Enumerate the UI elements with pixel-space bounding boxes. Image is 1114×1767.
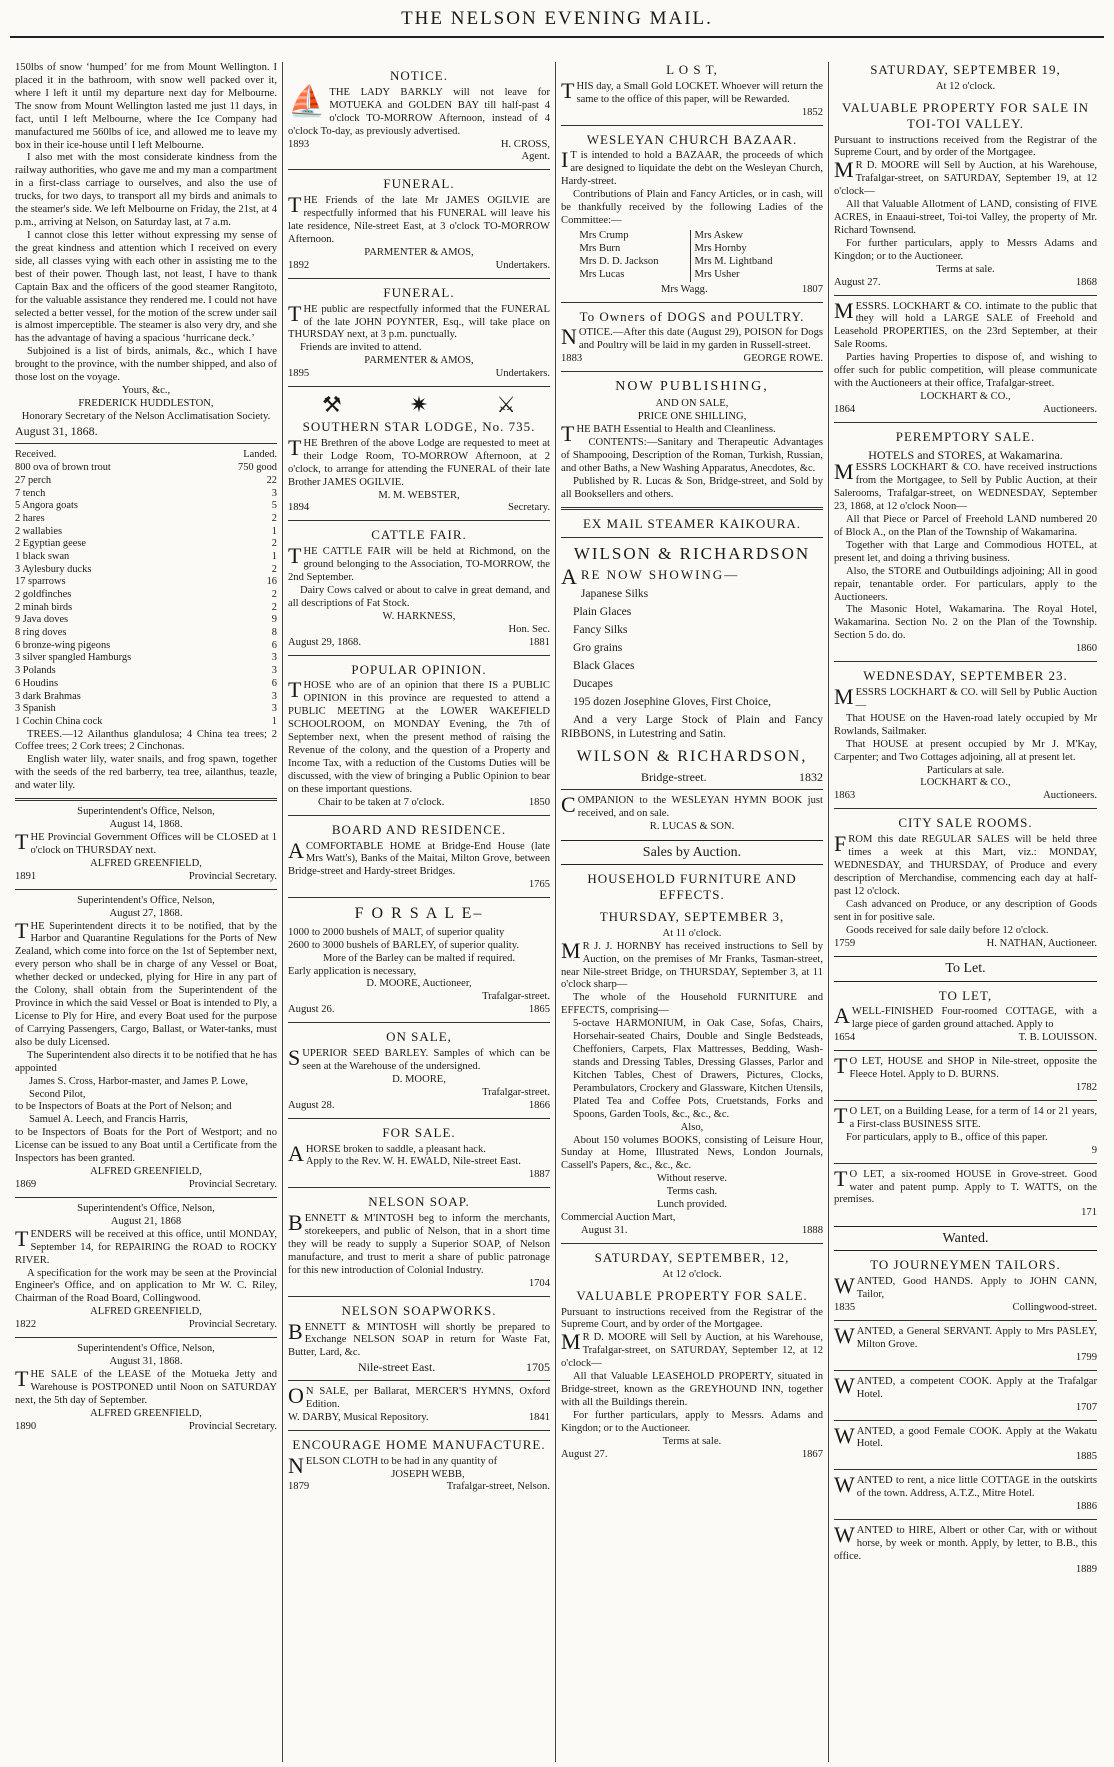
- ad-encourage-home-manufacture: ENCOURAGE HOME MANUFACTURE. NELSON CLOTH to be had in any quantity of JOSEPH WEBB, 1879 Trafalgar-street, Nelson.: [288, 1436, 550, 1493]
- list-item: Black Glaces: [573, 659, 635, 673]
- ad-toi-toi-valley-sale: SATURDAY, SEPTEMBER 19, At 12 o'clock. VALUABLE PROPERTY FOR SALE IN TOI-TOI VALLEY. Pursuant to instructions received from the Registrar of the Supreme Court, and by order of the Mortgagee. MR D. MOORE will Sell by Auction, at his Warehouse, Trafalgar-street, on SATURDAY, September 19, at 12 o'clock— All that Valuable Allotment of LAND, consisting of FIVE ACRES, in Enaaui-street, Toi-toi Valley, the property of Mr. Richard Townsend. For further particulars, apply to Messrs Adams and Kingdon; or to the Auctioneer. Terms at sale. August 27. 1868: [834, 62, 1097, 288]
- ad-journeymen-tailors: TO JOURNEYMEN TAILORS. WANTED, Good HANDS. Apply to JOHN CANN, Tailor, 1835 Collingwood-street.: [834, 1257, 1097, 1314]
- ad-popular-opinion: POPULAR OPINION. THOSE who are of an opinion that there IS a PUBLIC OPINION in this province are requested to attend a PUBLIC MEETING at the LOWER WAKEFIELD SCHOOLROOM, on MONDAY Evening, the 7th of September next, when the present method of raising the Revenue of the colony, and the question of a Property and Income Tax, with a reduction of the Customs Duties will be discussed, with the view of bringing a Public Opinion to bear on these important questions. Chair to be taken at 7 o'clock. 1850: [288, 661, 550, 808]
- letter-paragraph: I cannot close this letter without expressing my sense of the great kindness and attention which I received on every side, all classes vying with each other in assisting me to the best of their power. Though last, not least, I have to thank Captain Bax and the officers of the good steamer Rangitoto, for the valuable assistance they rendered me. I could not have selected a better vessel, for the motion of the screw under sail is almost imperceptible. The steamer is also very dry, and she has the advantage of having a spacious ‘hurricane deck.’: [15, 229, 277, 345]
- ad-lockhart-large-sale: MESSRS. LOCKHART & CO. intimate to the public that they will hold a LARGE SALE of Freehold and Leasehold PROPERTIES, on the 23rd September, at their Sale Rooms. Parties having Properties to dispose of, and wishing to offer such for public competition, will please communicate with the Auctioneers at their office, Trafalgar-street. LOCKHART & CO., 1864 Auctioneers.: [834, 297, 1097, 415]
- table-row: 1 Cochin China cock 1: [15, 715, 277, 727]
- table-row: 3 Aylesbury ducks 2: [15, 563, 277, 575]
- table-row: 800 ova of brown trout 750 good: [15, 462, 277, 474]
- ad-wilson-richardson: WILSON & RICHARDSON ARE NOW SHOWING— Japanese Silks Plain Glaces Fancy Silks Gro grains Black Glaces Ducapes 195 dozen Josephine Gloves, First Choice, And a very Large Stock of Plain and Fancy RIBBONS, in Lutestring and Satin. WILSON & RICHARDSON, Bridge-street. 1832: [561, 543, 823, 784]
- to-let-heading: To Let.: [834, 956, 1097, 981]
- ad-wesleyan-bazaar: WESLEYAN CHURCH BAZAAR. IT is intended to hold a BAZAAR, the proceeds of which are designed to liquidate the debt on the Wesleyan Church, Hardy-street. Contributions of Plain and Fancy Articles, or in cash, will be thankfully received by the following Ladies of the Committee:— Mrs Crump Mrs Askew Mrs Burn Mrs Hornby Mrs D. D. Jackson Mrs M. Lightband Mrs Lucas Mrs Usher Mrs Wagg. 1807: [561, 131, 823, 295]
- compass-icon: ⚒: [322, 392, 342, 418]
- ad-city-sale-rooms: CITY SALE ROOMS. FROM this date REGULAR SALES will be held three times a week at this Mart, viz.: MONDAY, WEDNESDAY, and THURSDAY, of Produce and every description of Merchandise, commencing each day at half-past 12 o'clock. Cash advanced on Produce, or any description of Goods sent in for positive sale. Goods received for sale daily before 12 o'clock. 1759 H. NATHAN, Auctioneer.: [834, 815, 1097, 949]
- ad-wanted-cottage: WANTED to rent, a nice little COTTAGE in the outskirts of the town. Address, A.T.Z., Mitre Hotel. 1886: [834, 1472, 1097, 1513]
- keys-icon: ⚔: [496, 392, 516, 418]
- ad-to-let-shop: TO LET, HOUSE and SHOP in Nile-street, opposite the Fleece Hotel. Apply to D. BURNS. 1782: [834, 1053, 1097, 1094]
- table-row: 2 wallabies 1: [15, 525, 277, 537]
- ad-peremptory-sale: PEREMPTORY SALE. HOTELS and STORES, at Wakamarina. MESSRS LOCKHART & CO. have received instructions from the Mortgagee, to Sell by Public Auction, at their Salerooms, Trafalgar-street, on WEDNESDAY, September 23, 1868, at 12 o'clock Noon— All that Piece or Parcel of Freehold LAND numbered 20 of Block A., on the Plan of the Township of Wakamarina. Together with that Large and Commodious HOTEL, at present let, and doing a thriving business. Also, the STORE and Outbuildings adjoining; All in good repair, tenantable order. For particulars, apply to the Auctioneers. The Masonic Hotel, Wakamarina. The Royal Hotel, Wakamarina. Section No. 2 on the Plan of the Township. Section 5 do. do. 1860: [834, 428, 1097, 655]
- column-4: [829, 62, 1102, 1762]
- ad-nelson-soapworks: NELSON SOAPWORKS. BENNETT & M'INTOSH will shortly be prepared to Exchange NELSON SOAP in return for Waste Fat, Butter, Lard, &c. Nile-street East. 1705: [288, 1302, 550, 1375]
- table-row: 2 hares 2: [15, 512, 277, 524]
- letter-date: August 31, 1868.: [15, 423, 98, 438]
- list-item: Plain Glaces: [573, 605, 632, 619]
- column-3: [556, 62, 829, 1762]
- ad-to-let-cottage: TO LET, AWELL-FINISHED Four-roomed COTTAGE, with a large piece of garden ground attached. Apply to 1654 T. B. LOUISSON.: [834, 987, 1097, 1044]
- letter-closing: Yours, &c.,: [121, 385, 171, 397]
- ad-funeral-poynter: FUNERAL. THE public are respectfully informed that the FUNERAL of the late JOHN POYNTER, Esq., will take place on THURSDAY next, at 3 p.m. punctually. Friends are invited to attend. PARMENTER & AMOS, 1895 Undertakers.: [288, 284, 550, 380]
- ad-household-furniture: HOUSEHOLD FURNITURE AND EFFECTS. THURSDAY, SEPTEMBER 3, At 11 o'clock. MR J. J. HORNBY has received instructions to Sell by Auction, on the premises of Mr Franks, Tasman-street, near Nile-street Bridge, on THURSDAY, September 3, at 11 o'clock sharp— The whole of the Household FURNITURE and EFFECTS, comprising— 5-octave HARMONIUM, in Oak Case, Sofas, Chairs, Horsehair-seated Chairs, Double and Single Bedsteads, Cheffoniers, Carpets, Flax Mattresses, Bedding, Wash-stands and Dressing Tables, Dressing Glasses, Parlor and Kitchen Tables, Chest of Drawers, Pictures, Clocks, Perambulators, Crockery and Glassware, Kitchen Utensils, Plated Tea and Coffee Pots, Cruetstands, Forks and Spoons, Garden Tools, &c., &c., &c. Also, About 150 volumes BOOKS, consisting of Leisure Hour, Sunday at Home, Illustrated News, London Journals, Cassell's Papers, &c., &c., &c. Without reserve. Terms cash. Lunch provided. Commercial Auction Mart, August 31. 1888: [561, 871, 823, 1236]
- ad-wanted-car: WANTED to HIRE, Albert or other Car, with or without horse, by week or month. Apply, by letter, to B.B., this office. 1889: [834, 1522, 1097, 1575]
- table-row: 3 Spanish 3: [15, 703, 277, 715]
- letter-paragraph: I also met with the most considerate kindness from the railway authorities, who gave me and my man a compartment in a first-class carriage to ourselves, and also the use of trucks, for two days, to transport all my birds and animals to the steamer's side. We left Melbourne on Friday, the 21st, at 4 p.m., arriving at Nelson, on Saturday last, at 7 a.m.: [15, 152, 277, 229]
- list-item: 195 dozen Josephine Gloves, First Choice,: [573, 694, 772, 708]
- table-row: 2 goldfinches 2: [15, 589, 277, 600]
- ad-seed-barley: ON SALE, SUPERIOR SEED BARLEY. Samples of which can be seen at the Warehouse of the undersigned. D. MOORE, Trafalgar-street. August 28. 1866: [288, 1029, 550, 1111]
- notice-boat-licenses: Superintendent's Office, Nelson, August 27, 1868. THE Superintendent directs it to be notified, that by the Harbor and Quarantine Regulations for the Ports of New Zealand, which come into force on the 1st of September next, every person who shall be in charge of any Vessel or Boat, whether decked or undecked, plying for Hire in any part of the Colony, shall obtain from the Superintendent of the Province in which the said Vessel or Boat is intended to Ply, a License to Ply for Hire, and every Boat used for the purpose of Carrying Passengers, Cargo, Ballast, or Water-tanks, must also be duly Licensed. The Superintendent also directs it to be notified that he has appointed James S. Cross, Harbor-master, and James P. Lowe, Second Pilot, to be Inspectors of Boats at the Port of Nelson; and Samuel A. Leech, and Francis Harris, to be Inspectors of Boats for the Port of Westport; and no License can be issued to any Boat until a Certificate from the Inspectors has been granted. ALFRED GREENFIELD, 1869 Provincial Secretary.: [15, 894, 277, 1190]
- masonic-emblems: [288, 392, 550, 419]
- table-row: 27 perch 22: [15, 474, 277, 486]
- ad-greyhound-inn-sale: SATURDAY, SEPTEMBER, 12, At 12 o'clock. VALUABLE PROPERTY FOR SALE. Pursuant to instructions received from the Registrar of the Supreme Court, and by order of the Mortgagee. MR D. MOORE will Sell by Auction, at his Warehouse, Trafalgar-street, on SATURDAY, September 12, at 12 o'clock— All that Valuable LEASEHOLD PROPERTY, situated in Bridge-street, known as the GREYHOUND INN, together with all the Buildings therein. For further particulars, apply to Messrs. Adams and Kingdon; or to the Auctioneer. Terms at sale. August 27. 1867: [561, 1249, 823, 1460]
- ad-now-publishing: NOW PUBLISHING, AND ON SALE, PRICE ONE SHILLING, THE BATH Essential to Health and Cleanliness. CONTENTS:—Sanitary and Therapeutic Advantages of Shampooing, Description of the Roman, Turkish, Russian, and other Baths, a New Washing Apparatus, Anecdotes, &c. Published by R. Lucas & Son, Bridge-street, and Sold by all Booksellers and others.: [561, 379, 823, 500]
- notice-motueka-lease: Superintendent's Office, Nelson, August 31, 1868. THE SALE of the LEASE of the Motueka Jetty and Warehouse is POSTPONED until Noon on SATURDAY next, the 5th day of September. ALFRED GREENFIELD, 1890 Provincial Secretary.: [15, 1343, 277, 1432]
- list-item: Ducapes: [573, 677, 613, 690]
- ad-to-let-house: TO LET, a six-roomed HOUSE in Grove-street. Good water and patent pump. Apply to T. WATTS, on the premises. 171: [834, 1165, 1097, 1219]
- table-row: 3 Polands 3: [15, 665, 277, 677]
- letter-signer-title: Honorary Secretary of the Nelson Acclimatisation Society.: [21, 410, 271, 422]
- ad-wanted-cook: WANTED, a competent COOK. Apply at the Trafalgar Hotel. 1707: [834, 1372, 1097, 1413]
- ad-companion-hymn: COMPANION to the WESLEYAN HYMN BOOK just received, and on sale. R. LUCAS & SON.: [561, 792, 823, 833]
- table-row: 6 bronze-wing pigeons 6: [15, 639, 277, 651]
- ad-mercers-hymns: ON SALE, per Ballarat, MERCER'S HYMNS, Oxford Edition. W. DARBY, Musical Repository. 1841: [288, 1382, 550, 1423]
- table-row: 3 dark Brahmas 3: [15, 690, 277, 702]
- sales-by-auction-heading: Sales by Auction.: [561, 840, 823, 865]
- english-paragraph: English water lily, water snails, and frog spawn, together with the seeds of the red barberry, tea tree, ailanthus, teazle, and water lily.: [15, 754, 277, 792]
- table-row: 7 tench 3: [15, 487, 277, 499]
- ad-wanted-servant: WANTED, a General SERVANT. Apply to Mrs PASLEY, Milton Grove. 1799: [834, 1323, 1097, 1363]
- table-row: 9 Java doves 9: [15, 614, 277, 626]
- ad-cattle-fair: CATTLE FAIR. THE CATTLE FAIR will be held at Richmond, on the ground belonging to the Association, TO-MORROW, the 2nd September. Dairy Cows calved or about to calve in great demand, and all descriptions of Fat Stock. W. HARKNESS, Hon. Sec. August 29, 1868. 1881: [288, 527, 550, 648]
- table-row: 1 black swan 1: [15, 550, 277, 562]
- notice-tenders-road: Superintendent's Office, Nelson, August 21, 1868 TENDERS will be received at this office, until MONDAY, September 14, for REPAIRING the ROAD to ROCKY RIVER. A specification for the work may be seen at the Provincial Engineer's Office, and on application to Mr W. C. Riley, Chairman of the Road Board, Collingwood. ALFRED GREENFIELD, 1822 Provincial Secretary.: [15, 1202, 277, 1331]
- ad-to-let-building-lease: TO LET, on a Building Lease, for a term of 14 or 21 years, a First-class BUSINESS SITE. For particulars, apply to B., office of this paper. 9: [834, 1102, 1097, 1156]
- wanted-heading: Wanted.: [834, 1226, 1097, 1251]
- ship-icon: ⛵: [288, 84, 326, 118]
- trees-paragraph: TREES.—12 Ailanthus glandulosa; 4 China tea trees; 2 Coffee trees; 2 Cork trees; 2 Cinchonas.: [15, 728, 277, 753]
- table-header-received: Received.: [15, 449, 57, 461]
- ad-wednesday-sale: WEDNESDAY, SEPTEMBER 23. MESSRS LOCKHART & CO. will Sell by Public Auction— That HOUSE on the Haven-road lately occupied by Mr Rowlands, Sailmaker. That HOUSE at present occupied by Mr J. M'Kay, Carpenter; and Two Cottages adjoining, all at present let. Particulars at sale. LOCKHART & CO., 1863 Auctioneers.: [834, 668, 1097, 802]
- masthead-rule: [10, 36, 1104, 38]
- table-row: 6 Houdins 6: [15, 677, 277, 689]
- ad-funeral-ogilvie: FUNERAL. THE Friends of the late Mr JAMES OGILVIE are respectfully informed that his FUNERAL will leave his late residence, Nile-street East, at 3 o'clock TO-MORROW Afternoon. PARMENTER & AMOS, 1892 Undertakers.: [288, 176, 550, 271]
- table-row: 8 ring doves 8: [15, 627, 277, 639]
- masthead: THE NELSON EVENING MAIL.: [401, 8, 713, 29]
- ad-horse-sale: FOR SALE. AHORSE broken to saddle, a pleasant hack. Apply to the Rev. W. H. EWALD, Nile-street East. 1887: [288, 1124, 550, 1181]
- table-row: 5 Angora goats 5: [15, 500, 277, 512]
- letter-paragraph: 150lbs of snow ‘humped’ for me from Mount Wellington. I placed it in the bathroom, with snow well packed over it, where I left it until my departure next day for Melbourne. The snow from Mount Wellington lasted me just 11 days, in fact, until I left Melbourne, where the Ice Company had manufactured me 560lbs of ice, and allowed me to leave my box in their ice-house until I left Melbourne.: [15, 62, 277, 151]
- ad-malt-barley-sale: F O R S A L E– 1000 to 2000 bushels of MALT, of superior quality 2600 to 3000 bushels of BARLEY, of superior quality. More of the Barley can be malted if required. Early application is necessary, D. MOORE, Auctioneer, Trafalgar-street. August 26. 1865: [288, 905, 550, 1016]
- list-item: Japanese Silks: [580, 587, 649, 601]
- ad-wanted-female-cook: WANTED, a good Female COOK. Apply at the Wakatu Hotel. 1885: [834, 1422, 1097, 1463]
- ad-lost-locket: L O S T, THIS day, a Small Gold LOCKET. Whoever will return the same to the office of this paper, will be Rewarded. 1852: [561, 62, 823, 118]
- notice-offices-closed: Superintendent's Office, Nelson, August 14, 1868. THE Provincial Government Offices will be CLOSED at 1 o'clock on THURSDAY next. ALFRED GREENFIELD, 1891 Provincial Secretary.: [15, 806, 277, 882]
- kaikoura-heading: EX MAIL STEAMER KAIKOURA.: [582, 515, 802, 531]
- list-item: Gro grains: [573, 641, 623, 655]
- table-row: 2 minah birds 2: [15, 601, 277, 613]
- column-2: [283, 62, 556, 1762]
- ad-board-residence: BOARD AND RESIDENCE. ACOMFORTABLE HOME at Bridge-End House (late Mrs Watt's), Banks of the Maitai, Milton Grove, between Bridge-street and Hardy-street Bridges. 1765: [288, 821, 550, 891]
- newspaper-columns: [10, 62, 1104, 1762]
- ad-southern-star-lodge: ⚒ ✷ ⚔ SOUTHERN STAR LODGE, No. 735. THE Brethren of the above Lodge are requested to meet at their Lodge Room, TO-MORROW Afternoon, at 2 o'clock, to arrange for attending the FUNERAL of their late Brother JAMES OGILVIE. M. M. WEBSTER, 1894 Secretary.: [288, 392, 550, 514]
- letter-signer: FREDERICK HUDDLESTON,: [78, 397, 214, 409]
- table-row: 3 silver spangled Hamburgs 3: [15, 652, 277, 664]
- star-icon: ✷: [409, 392, 429, 418]
- letter-paragraph: Subjoined is a list of birds, animals, &c., which I have brought to the province, with the number shipped, and also of those lost on the voyage.: [15, 346, 277, 384]
- ad-notice-lady-barkly: NOTICE. ⛵ THE LADY BARKLY will not leave for MOTUEKA and GOLDEN BAY till half-past 4 o'clock TO-MORROW Afternoon, instead of 4 o'clock To-day, as previously advertised. 1893 H. CROSS, Agent.: [288, 68, 550, 163]
- ad-dogs-poultry: To Owners of DOGS and POULTRY. NOTICE.—After this date (August 29), POISON for Dogs and Poultry will be laid in my garden in Russell-street. 1883 GEORGE ROWE.: [561, 308, 823, 365]
- list-item: Fancy Silks: [573, 623, 628, 637]
- birds-table: [15, 449, 277, 728]
- table-header-landed: Landed.: [243, 449, 277, 461]
- committee-table: Mrs Crump Mrs Askew Mrs Burn Mrs Hornby Mrs D. D. Jackson Mrs M. Lightband Mrs Lucas Mrs Usher: [579, 230, 804, 282]
- table-row: 2 Egyptian geese 2: [15, 538, 277, 550]
- table-row: 17 sparrows 16: [15, 576, 277, 588]
- column-1: [10, 62, 283, 1762]
- ad-nelson-soap: NELSON SOAP. BENNETT & M'INTOSH beg to inform the merchants, storekeepers, and public of Nelson, that in a short time they will be ready to supply a Superior SOAP, of Nelson manufacture, and trust to merit a share of public patronage for this new introduction of Colonial Industry. 1704: [288, 1194, 550, 1289]
